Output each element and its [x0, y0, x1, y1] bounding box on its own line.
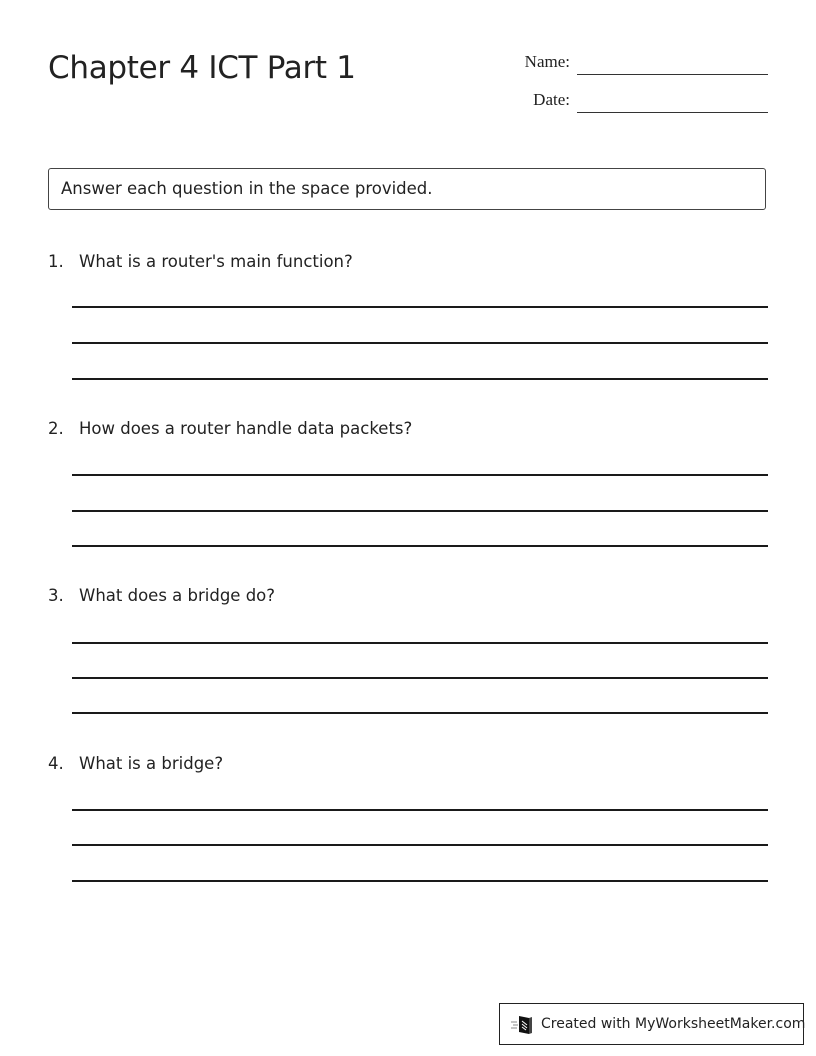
date-input-line[interactable] [577, 112, 768, 113]
answer-line[interactable] [72, 474, 768, 476]
instructions-box [48, 168, 766, 210]
worksheet-maker-logo-icon [510, 1014, 534, 1036]
date-label: Date: [533, 90, 570, 109]
answer-line[interactable] [72, 378, 768, 380]
instructions-text: Answer each question in the space provided. [61, 179, 433, 198]
name-label: Name: [524, 52, 570, 71]
question-text: What is a bridge? [79, 754, 224, 773]
answer-line[interactable] [72, 677, 768, 679]
answer-line[interactable] [72, 712, 768, 714]
answer-line[interactable] [72, 306, 768, 308]
date-field[interactable] [500, 90, 768, 114]
question-text: How does a router handle data packets? [79, 419, 413, 438]
answer-line[interactable] [72, 809, 768, 811]
name-input-line[interactable] [577, 74, 768, 75]
answer-line[interactable] [72, 545, 768, 547]
question-number: 2. [48, 419, 64, 438]
answer-line[interactable] [72, 342, 768, 344]
answer-line[interactable] [72, 642, 768, 644]
question-text: What does a bridge do? [79, 586, 276, 605]
question-number: 1. [48, 252, 64, 271]
name-field[interactable] [500, 52, 768, 76]
answer-line[interactable] [72, 510, 768, 512]
footer-text[interactable]: Created with MyWorksheetMaker.com [541, 1016, 806, 1032]
worksheet-title: Chapter 4 ICT Part 1 [48, 50, 356, 86]
question-text: What is a router's main function? [79, 252, 353, 271]
footer-badge[interactable] [499, 1003, 804, 1045]
question-number: 4. [48, 754, 64, 773]
answer-line[interactable] [72, 844, 768, 846]
question-number: 3. [48, 586, 64, 605]
answer-line[interactable] [72, 880, 768, 882]
